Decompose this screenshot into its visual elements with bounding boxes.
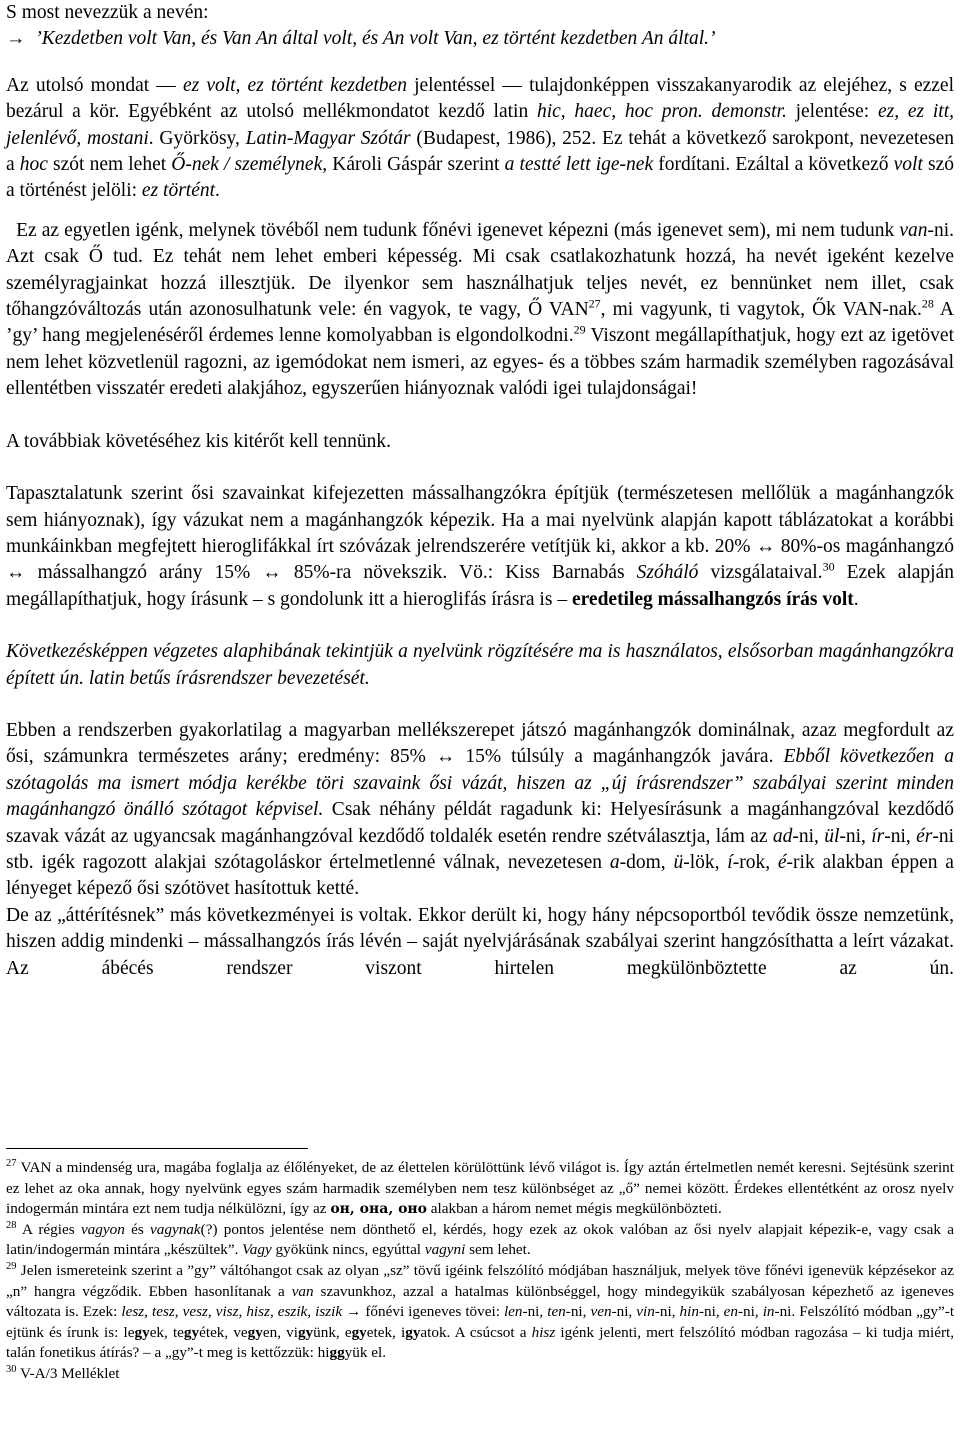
paragraph-conversion: De az „áttérítésnek” más következményei is voltak. Ekkor derült ki, hogy hány népcsoportból tevődik össze nemzetünk, hiszen addig mindenki – mássalhangzós írás lévén – saját nyelvjárásának szabályai szerint hangzósíthatta a leírt vázakat. Az ábécés rendszer viszont hirtelen megkülönböztette az ún. [6,904,954,979]
footnote-30: $^{30}$ V-A/3 Melléklet [6,1363,120,1382]
paragraph-quote [6,26,954,52]
paragraph-intro: S most nevezzük a nevén: [6,2,209,23]
footnote-29: $^{29}$ Jelen ismereteink szerint a ”gy” váltóhangot csak az olyan „sz” tövű igéink felszólító módjában használjuk, melyek töve főnévi igenevük képzésekor az „n” hangra végződik. Ebben hasonlítanak a van szavunkhoz, azzal a hatalmas különbséggel, hogy mindegyikük szabályosan képezhető az igeneves változata is. Ezek: lesz, tesz, vesz, visz, hisz, eszik, iszik → főnévi igeneves tövei: len-ni, ten-ni, ven-ni, vin-ni, hin-ni, en-ni, in-ni. Felszólító módban „gy”-t ejtünk és írunk is: legyek, tegyétek, vegyen, vigyünk, egyetek, igyatok. A csúcsot a hisz igénk jelenti, mert felszólító módban ragozása – ki tudja miért, talán fonetikus átírás? – a „gy”-t meg is kettőzzük: higgyük el. [6,1260,955,1362]
paragraph-digression: A továbbiak követéséhez kis kitérőt kell tennünk. [6,430,392,452]
document-body [6,0,954,982]
footnotes [6,1158,954,1385]
quote-text: ’Kezdetben volt Van, és Van An által volt, és An volt Van, ez történt kezdetben An által.’ [35,28,716,50]
paragraph-last-sentence: Az utolsó mondat — ez volt, ez történt kezdetben jelentéssel — tulajdonképpen visszakanyarodik az elejéhez, s ezzel bezárul a kör. Egyébként az utolsó mellékmondatot kezdő latin hic, haec, hoc pron. demonstr. jelentése: ez, ez itt, jelenlévő, mostani. Györkösy, Latin-Magyar Szótár (Budapest, 1986), 252. Ez tehát a következő sarokpont, nevezetesen a hoc szót nem lehet Ő-nek / személynek, Károli Gáspár szerint a testté lett ige-nek fordítani. Ezáltal a következő volt szó a történést jelöli: ez történt. [6,74,954,202]
paragraph-system: Ebben a rendszerben gyakorlatilag a magyarban mellékszerepet játszó magánhangzók dominálnak, azaz megfordult az ősi, számunkra természetes arány; eredmény: 85% ↔ 15% túlsúly a magánhangzók javára. Ebből következően a szótagolás ma ismert módja kerékbe töri szavaink ősi vázát, hiszen az „új írásrendszer” szabályai szerint minden magánhangzó önálló szótagot képvisel. Csak néhány példát ragadunk ki: Helyesírásunk a magánhangzóval kezdődő szavak vázát az ugyancsak magánhangzóval kezdődő toldalék esetén rendre szétválasztja, lám az ad-ni, ül-ni, ír-ni, ér-ni stb. igék ragozott alakjai szótagoláskor értelmetlenné válnak, nevezetesen a-dom, ü-lök, í-rok, é-rik alakban éppen a lényeget képező ősi szótövet hasítottuk ketté. [6,719,955,900]
footnote-ref-27[interactable]: 27 [588,296,601,311]
footnote-ref-28[interactable]: 28 [921,296,934,311]
footnote-ref-29[interactable]: 29 [573,322,586,337]
paragraph-verb: Ez az egyetlen igénk, melynek tövéből nem tudunk főnévi igenevet képezni (más igenevet sem), mi nem tudunk van-ni. Azt csak Ő tud. Ez tehát nem lehet emberi képesség. Mi csak csatlakozhatunk hozzá, ha nevét igeként kezelve személyragjainkat hozzá illesztjük. De ilyenkor sem használhatjuk teljes nevét, ez bennünket nem illet, csak tőhangzóváltozás után azonosulhatunk vele: én vagyok, te vagy, Ő VAN$^{27}$, mi vagyunk, ti vagytok, Ők VAN-nak.$^{28}$ A ’gy’ hang megjelenéséről érdemes lenne komolyabban is elgondolkodni.$^{29}$ Viszont megállapíthatjuk, hogy ezt az igetövet nem lehet közvetlenül ragozni, az igemódokat nem ismeri, az egyes- és a többes szám harmadik személyben ragozásával ellentétben visszatér eredeti alakjához, egyszerűen hiányoznak valódi igei tulajdonságai! [6,219,955,400]
footnote-27: $^{27}$ VAN a mindenség ura, magába foglalja az élőlényeket, de az élettelen körülöttünk lévő világot is. Így aztán értelmetlen nemét keresni. Sejtésünk szerint ez lehet az oka annak, hogy nyelvünk egyes szám harmadik személyben nem tesz különbséget az „ő” nemei között. Érdekes ellentétként az orosz nyelv indogermán mintára ezt nem tudja nélkülözni, így az он, она, оно alakban a három nemet mégis megkülönbözteti. [6,1157,954,1218]
footnote-28: $^{28}$ A régies vagyon és vagynak(?) pontos jelentése nem dönthető el, kérdés, hogy ezek az okok valóban az ősi nyelv alapjait képezik-e, vagy csak a latin/indogermán mintára „készültek”. Vagy gyökünk nincs, egyúttal vagyni sem lehet. [6,1219,955,1259]
arrow-icon: → [6,28,26,50]
footnote-divider [6,1148,308,1149]
footnote-ref-30[interactable]: 30 [822,559,835,574]
paragraph-experience: Tapasztalatunk szerint ősi szavainkat kifejezetten mássalhangzókra építjük (természetesen mellőlük a magánhangzók sem hiányoznak), így vázukat nem a magánhangzók képezik. Ha a mai nyelvünk alapján kapott táblázatokat a korábbi munkáinkban megfejtett hieroglifákkal írt szóvázak jelrendszerére vetítjük ki, akkor a kb. 20% ↔ 80%-os magánhangzó ↔ mássalhangzó arány 15% ↔ 85%-ra növekszik. Vö.: Kiss Barnabás Szóháló vizsgálataival.$^{30}$ Ezek alapján megállapíthatjuk, hogy írásunk – s gondolunk itt a hieroglifás írásra is – eredetileg mássalhangzós írás volt. [6,483,955,610]
paragraph-conclusion: Következésképpen végzetes alaphibának tekintjük a nyelvünk rögzítésére ma is használatos, elsősorban magánhangzókra épített ún. latin betűs írásrendszer bevezetését. [6,641,954,689]
